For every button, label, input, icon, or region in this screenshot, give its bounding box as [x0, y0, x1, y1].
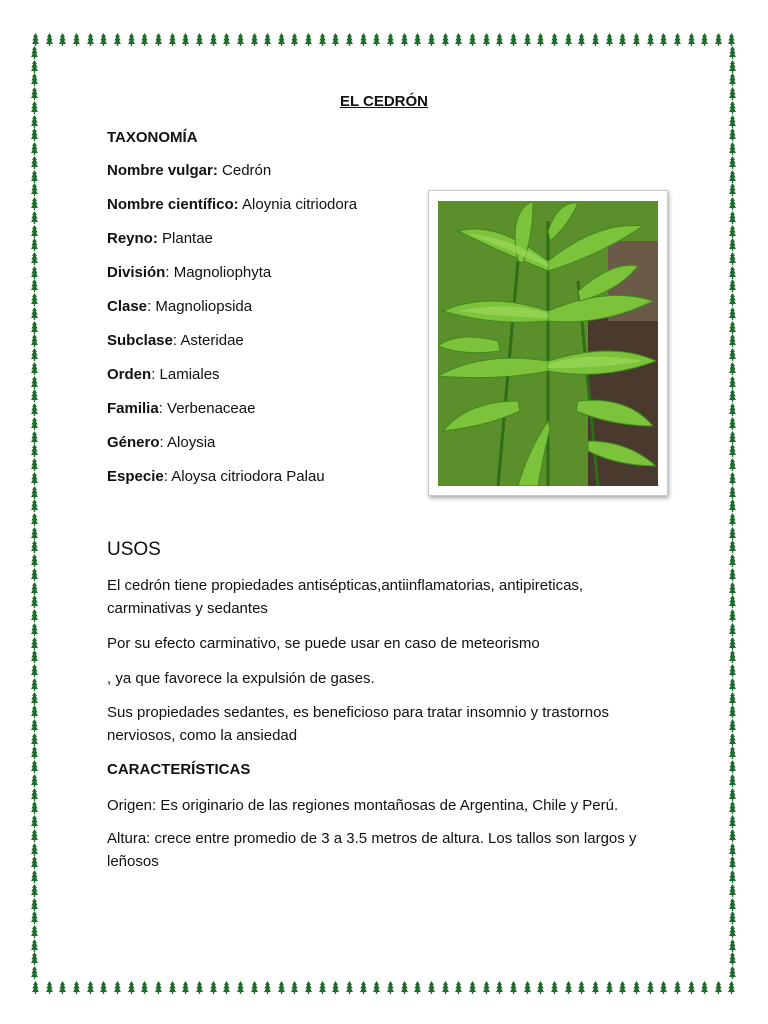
pine-tree-icon — [210, 981, 217, 994]
pine-tree-icon — [729, 884, 736, 897]
pine-tree-icon — [469, 33, 476, 46]
taxonomy-value: Plantae — [157, 230, 213, 247]
pine-tree-icon — [674, 33, 681, 46]
taxonomy-value: : Magnoliophyta — [165, 264, 272, 281]
pine-tree-icon — [729, 678, 736, 691]
pine-tree-icon — [729, 650, 736, 663]
pine-tree-icon — [510, 981, 517, 994]
pine-tree-icon — [387, 981, 394, 994]
pine-tree-icon — [373, 33, 380, 46]
pine-tree-icon — [332, 981, 339, 994]
taxonomy-value: : Aloysia — [159, 434, 216, 451]
pine-tree-icon — [729, 46, 736, 59]
pine-tree-icon — [223, 33, 230, 46]
pine-tree-icon — [128, 981, 135, 994]
pine-tree-icon — [729, 527, 736, 540]
pine-tree-icon — [592, 33, 599, 46]
pine-tree-icon — [251, 981, 258, 994]
pine-tree-icon — [729, 458, 736, 471]
page-border-bottom — [32, 978, 736, 996]
pine-tree-icon — [278, 33, 285, 46]
pine-tree-icon — [729, 403, 736, 416]
taxonomy-row — [107, 229, 213, 249]
pine-tree-icon — [141, 33, 148, 46]
taxonomy-value: : Lamiales — [151, 366, 220, 383]
pine-tree-icon — [31, 334, 38, 347]
pine-tree-icon — [606, 981, 613, 994]
pine-tree-icon — [729, 183, 736, 196]
pine-tree-icon — [551, 33, 558, 46]
pine-tree-icon — [729, 225, 736, 238]
pine-tree-icon — [32, 981, 39, 994]
pine-tree-icon — [46, 981, 53, 994]
pine-tree-icon — [729, 417, 736, 430]
pine-tree-icon — [729, 692, 736, 705]
pine-tree-icon — [31, 73, 38, 86]
pine-tree-icon — [182, 981, 189, 994]
taxonomy-row — [107, 331, 244, 351]
pine-tree-icon — [31, 609, 38, 622]
pine-tree-icon — [401, 33, 408, 46]
uses-paragraph: El cedrón tiene propiedades antisépticas,antiinflamatorias, antipireticas, carminativas y sedantes — [107, 577, 584, 617]
pine-tree-icon — [510, 33, 517, 46]
pine-tree-icon — [31, 746, 38, 759]
pine-tree-icon — [729, 829, 736, 842]
pine-tree-icon — [729, 898, 736, 911]
pine-tree-icon — [31, 582, 38, 595]
pine-tree-icon — [729, 362, 736, 375]
uses-paragraph: Por su efecto carminativo, se puede usar en caso de meteorismo — [107, 635, 540, 652]
taxonomy-row — [107, 467, 325, 487]
pine-tree-icon — [73, 981, 80, 994]
pine-tree-icon — [565, 981, 572, 994]
pine-tree-icon — [729, 60, 736, 73]
pine-tree-icon — [155, 33, 162, 46]
pine-tree-icon — [496, 981, 503, 994]
uses-paragraph: , ya que favorece la expulsión de gases. — [107, 670, 375, 687]
pine-tree-icon — [128, 33, 135, 46]
pine-tree-icon — [237, 33, 244, 46]
pine-tree-icon — [31, 142, 38, 155]
pine-tree-icon — [59, 33, 66, 46]
taxonomy-row — [107, 195, 357, 215]
pine-tree-icon — [31, 705, 38, 718]
pine-tree-icon — [455, 33, 462, 46]
pine-tree-icon — [729, 472, 736, 485]
pine-tree-icon — [264, 33, 271, 46]
pine-tree-icon — [31, 183, 38, 196]
pine-tree-icon — [565, 33, 572, 46]
pine-tree-icon — [291, 981, 298, 994]
pine-tree-icon — [729, 966, 736, 979]
pine-tree-icon — [483, 33, 490, 46]
pine-tree-icon — [578, 33, 585, 46]
pine-tree-icon — [729, 321, 736, 334]
pine-tree-icon — [619, 981, 626, 994]
taxonomy-label: Nombre vulgar: — [107, 162, 218, 179]
pine-tree-icon — [729, 925, 736, 938]
pine-tree-icon — [524, 981, 531, 994]
pine-tree-icon — [688, 33, 695, 46]
pine-tree-icon — [31, 952, 38, 965]
pine-tree-icon — [31, 801, 38, 814]
pine-tree-icon — [729, 389, 736, 402]
pine-tree-icon — [31, 472, 38, 485]
pine-tree-icon — [729, 911, 736, 924]
pine-tree-icon — [73, 33, 80, 46]
pine-tree-icon — [31, 733, 38, 746]
pine-tree-icon — [31, 898, 38, 911]
pine-tree-icon — [728, 981, 735, 994]
taxonomy-value: Cedrón — [217, 162, 272, 179]
pine-tree-icon — [428, 33, 435, 46]
pine-tree-icon — [114, 981, 121, 994]
pine-tree-icon — [31, 870, 38, 883]
pine-tree-icon — [729, 801, 736, 814]
pine-tree-icon — [100, 33, 107, 46]
pine-tree-icon — [31, 211, 38, 224]
taxonomy-label: Nombre científico: — [107, 196, 239, 213]
pine-tree-icon — [729, 719, 736, 732]
pine-tree-icon — [729, 266, 736, 279]
characteristics-paragraph: Origen: Es originario de las regiones montañosas de Argentina, Chile y Perú. — [107, 797, 619, 814]
pine-tree-icon — [729, 431, 736, 444]
pine-tree-icon — [660, 981, 667, 994]
pine-tree-icon — [31, 925, 38, 938]
pine-tree-icon — [729, 595, 736, 608]
pine-tree-icon — [31, 128, 38, 141]
page-title: EL CEDRÓN — [339, 93, 429, 110]
pine-tree-icon — [729, 582, 736, 595]
pine-tree-icon — [169, 33, 176, 46]
taxonomy-row — [107, 399, 255, 419]
characteristics-heading: CARACTERÍSTICAS — [107, 761, 251, 778]
pine-tree-icon — [59, 981, 66, 994]
pine-tree-icon — [729, 939, 736, 952]
pine-tree-icon — [31, 60, 38, 73]
pine-tree-icon — [31, 595, 38, 608]
pine-tree-icon — [31, 568, 38, 581]
pine-tree-icon — [31, 431, 38, 444]
pine-tree-icon — [31, 499, 38, 512]
pine-tree-icon — [578, 981, 585, 994]
pine-tree-icon — [46, 33, 53, 46]
pine-tree-icon — [729, 815, 736, 828]
taxonomy-label: Especie — [107, 468, 164, 485]
pine-tree-icon — [373, 981, 380, 994]
pine-tree-icon — [537, 981, 544, 994]
pine-tree-icon — [305, 33, 312, 46]
taxonomy-value: : Verbenaceae — [158, 400, 256, 417]
taxonomy-heading: TAXONOMÍA — [107, 129, 198, 146]
pine-tree-icon — [496, 33, 503, 46]
pine-tree-icon — [729, 334, 736, 347]
pine-tree-icon — [524, 33, 531, 46]
pine-tree-icon — [715, 33, 722, 46]
pine-tree-icon — [729, 156, 736, 169]
plant-image — [438, 201, 658, 486]
pine-tree-icon — [31, 46, 38, 59]
pine-tree-icon — [305, 981, 312, 994]
pine-tree-icon — [729, 540, 736, 553]
pine-tree-icon — [31, 692, 38, 705]
pine-tree-icon — [469, 981, 476, 994]
pine-tree-icon — [31, 389, 38, 402]
pine-tree-icon — [701, 981, 708, 994]
pine-tree-icon — [223, 981, 230, 994]
pine-tree-icon — [729, 513, 736, 526]
pine-tree-icon — [31, 856, 38, 869]
pine-tree-icon — [442, 981, 449, 994]
page-border-left — [27, 46, 41, 980]
pine-tree-icon — [455, 981, 462, 994]
pine-tree-icon — [729, 279, 736, 292]
pine-tree-icon — [729, 705, 736, 718]
pine-tree-icon — [31, 115, 38, 128]
pine-tree-icon — [729, 486, 736, 499]
pine-tree-icon — [31, 911, 38, 924]
pine-tree-icon — [87, 981, 94, 994]
pine-tree-icon — [537, 33, 544, 46]
pine-tree-icon — [729, 609, 736, 622]
pine-tree-icon — [633, 33, 640, 46]
pine-tree-icon — [332, 33, 339, 46]
pine-tree-icon — [31, 252, 38, 265]
pine-tree-icon — [442, 33, 449, 46]
pine-tree-icon — [31, 348, 38, 361]
pine-tree-icon — [31, 362, 38, 375]
pine-tree-icon — [715, 981, 722, 994]
pine-tree-icon — [729, 554, 736, 567]
pine-tree-icon — [729, 252, 736, 265]
page-border-right — [725, 46, 739, 980]
pine-tree-icon — [31, 719, 38, 732]
pine-tree-icon — [729, 293, 736, 306]
pine-tree-icon — [31, 527, 38, 540]
taxonomy-label: Orden — [107, 366, 152, 383]
pine-tree-icon — [31, 170, 38, 183]
pine-tree-icon — [729, 788, 736, 801]
pine-tree-icon — [729, 348, 736, 361]
pine-tree-icon — [100, 981, 107, 994]
pine-tree-icon — [387, 33, 394, 46]
taxonomy-value: : Asteridae — [172, 332, 244, 349]
pine-tree-icon — [647, 981, 654, 994]
pine-tree-icon — [414, 33, 421, 46]
pine-tree-icon — [31, 307, 38, 320]
pine-tree-icon — [31, 623, 38, 636]
taxonomy-label: Familia — [107, 400, 159, 417]
pine-tree-icon — [31, 774, 38, 787]
pine-tree-icon — [31, 637, 38, 650]
pine-tree-icon — [31, 238, 38, 251]
pine-tree-icon — [31, 444, 38, 457]
pine-tree-icon — [729, 568, 736, 581]
pine-tree-icon — [729, 746, 736, 759]
pine-tree-icon — [647, 33, 654, 46]
taxonomy-value: Aloynia citriodora — [238, 196, 358, 213]
pine-tree-icon — [729, 952, 736, 965]
pine-tree-icon — [319, 981, 326, 994]
pine-tree-icon — [251, 33, 258, 46]
pine-tree-icon — [210, 33, 217, 46]
pine-tree-icon — [155, 981, 162, 994]
pine-tree-icon — [196, 33, 203, 46]
pine-tree-icon — [31, 664, 38, 677]
pine-tree-icon — [31, 678, 38, 691]
taxonomy-row — [107, 365, 220, 385]
pine-tree-icon — [31, 403, 38, 416]
pine-tree-icon — [428, 981, 435, 994]
pine-tree-icon — [87, 33, 94, 46]
pine-tree-icon — [31, 197, 38, 210]
taxonomy-label: Subclase — [107, 332, 173, 349]
lemon-verbena-photo — [428, 190, 668, 496]
pine-tree-icon — [619, 33, 626, 46]
pine-tree-icon — [31, 843, 38, 856]
pine-tree-icon — [31, 225, 38, 238]
pine-tree-icon — [31, 939, 38, 952]
pine-tree-icon — [31, 156, 38, 169]
pine-tree-icon — [483, 981, 490, 994]
pine-tree-icon — [32, 33, 39, 46]
taxonomy-value: : Magnoliopsida — [147, 298, 253, 315]
pine-tree-icon — [729, 238, 736, 251]
pine-tree-icon — [729, 637, 736, 650]
pine-tree-icon — [31, 376, 38, 389]
pine-tree-icon — [319, 33, 326, 46]
pine-tree-icon — [729, 444, 736, 457]
pine-tree-icon — [31, 966, 38, 979]
pine-tree-icon — [31, 540, 38, 553]
pine-tree-icon — [141, 981, 148, 994]
taxonomy-label: Clase — [107, 298, 148, 315]
pine-tree-icon — [729, 843, 736, 856]
pine-tree-icon — [182, 33, 189, 46]
pine-tree-icon — [31, 829, 38, 842]
pine-tree-icon — [660, 33, 667, 46]
pine-tree-icon — [31, 486, 38, 499]
taxonomy-row — [107, 433, 215, 453]
taxonomy-label: Reyno: — [107, 230, 158, 247]
pine-tree-icon — [31, 321, 38, 334]
pine-tree-icon — [551, 981, 558, 994]
taxonomy-label: Género — [107, 434, 160, 451]
pine-tree-icon — [237, 981, 244, 994]
taxonomy-label: División — [107, 264, 166, 281]
pine-tree-icon — [728, 33, 735, 46]
pine-tree-icon — [31, 760, 38, 773]
pine-tree-icon — [729, 307, 736, 320]
pine-tree-icon — [291, 33, 298, 46]
pine-tree-icon — [31, 293, 38, 306]
taxonomy-row — [107, 263, 271, 283]
pine-tree-icon — [31, 279, 38, 292]
characteristics-paragraph: Altura: crece entre promedio de 3 a 3.5 metros de altura. Los tallos son largos y leñosos — [107, 830, 637, 870]
pine-tree-icon — [729, 774, 736, 787]
pine-tree-icon — [264, 981, 271, 994]
pine-tree-icon — [31, 650, 38, 663]
pine-tree-icon — [196, 981, 203, 994]
uses-paragraph: Sus propiedades sedantes, es beneficioso para tratar insomnio y trastornos nerviosos, como la ansiedad — [107, 704, 609, 744]
pine-tree-icon — [31, 513, 38, 526]
uses-heading: USOS — [107, 539, 161, 560]
pine-tree-icon — [729, 73, 736, 86]
pine-tree-icon — [31, 815, 38, 828]
pine-tree-icon — [729, 128, 736, 141]
pine-tree-icon — [729, 760, 736, 773]
pine-tree-icon — [346, 33, 353, 46]
pine-tree-icon — [729, 870, 736, 883]
pine-tree-icon — [729, 623, 736, 636]
pine-tree-icon — [674, 981, 681, 994]
pine-tree-icon — [114, 33, 121, 46]
taxonomy-row — [107, 161, 271, 181]
pine-tree-icon — [729, 197, 736, 210]
pine-tree-icon — [346, 981, 353, 994]
pine-tree-icon — [701, 33, 708, 46]
pine-tree-icon — [414, 981, 421, 994]
pine-tree-icon — [729, 856, 736, 869]
pine-tree-icon — [31, 554, 38, 567]
taxonomy-row — [107, 297, 252, 317]
pine-tree-icon — [729, 499, 736, 512]
pine-tree-icon — [592, 981, 599, 994]
pine-tree-icon — [729, 115, 736, 128]
pine-tree-icon — [31, 417, 38, 430]
pine-tree-icon — [688, 981, 695, 994]
pine-tree-icon — [31, 788, 38, 801]
pine-tree-icon — [31, 266, 38, 279]
pine-tree-icon — [401, 981, 408, 994]
pine-tree-icon — [360, 33, 367, 46]
pine-tree-icon — [729, 142, 736, 155]
pine-tree-icon — [729, 733, 736, 746]
pine-tree-icon — [729, 211, 736, 224]
pine-tree-icon — [729, 376, 736, 389]
pine-tree-icon — [606, 33, 613, 46]
pine-tree-icon — [31, 884, 38, 897]
pine-tree-icon — [729, 664, 736, 677]
pine-tree-icon — [729, 170, 736, 183]
page-border-top — [32, 30, 736, 48]
pine-tree-icon — [360, 981, 367, 994]
taxonomy-value: : Aloysa citriodora Palau — [163, 468, 325, 485]
pine-tree-icon — [31, 458, 38, 471]
pine-tree-icon — [169, 981, 176, 994]
pine-tree-icon — [633, 981, 640, 994]
pine-tree-icon — [278, 981, 285, 994]
